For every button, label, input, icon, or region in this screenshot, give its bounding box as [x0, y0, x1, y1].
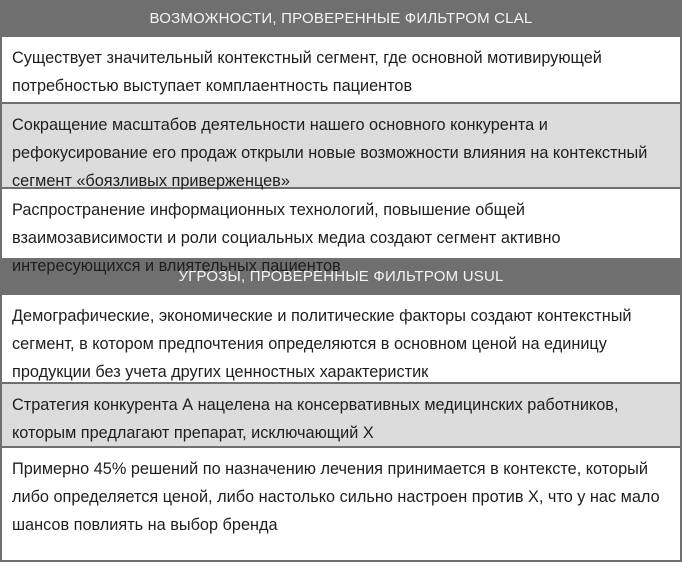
opportunity-row-3: Распространение информационных технологий, повышение общей взаимозависимости и роли социальных медиа создают сегмент активно интересующихся и влиятельных пациентов [2, 189, 680, 258]
threats-header: УГРОЗЫ, ПРОВЕРЕННЫЕ ФИЛЬТРОМ USUL [2, 258, 680, 295]
opportunity-row-2: Сокращение масштабов деятельности нашего основного конкурента и рефокусирование его продаж открыли новые возможности влияния на контекстный сегмент «боязливых приверженцев» [2, 104, 680, 189]
threat-row-3: Примерно 45% решений по назначению лечения принимается в контексте, который либо определяется ценой, либо настолько сильно настроен против Х, что у нас мало шансов повлиять на выбор бренда [2, 448, 680, 560]
opportunities-header: ВОЗМОЖНОСТИ, ПРОВЕРЕННЫЕ ФИЛЬТРОМ CLAL [2, 0, 680, 37]
opportunity-row-1: Существует значительный контекстный сегмент, где основной мотивирующей потребностью выступает комплаентность пациентов [2, 37, 680, 104]
threat-row-2: Стратегия конкурента А нацелена на консервативных медицинских работников, которым предлагают препарат, исключающий Х [2, 384, 680, 448]
threat-row-1: Демографические, экономические и политические факторы создают контекстный сегмент, в котором предпочтения определяются в основном ценой на единицу продукции без учета других ценностных характеристик [2, 295, 680, 384]
